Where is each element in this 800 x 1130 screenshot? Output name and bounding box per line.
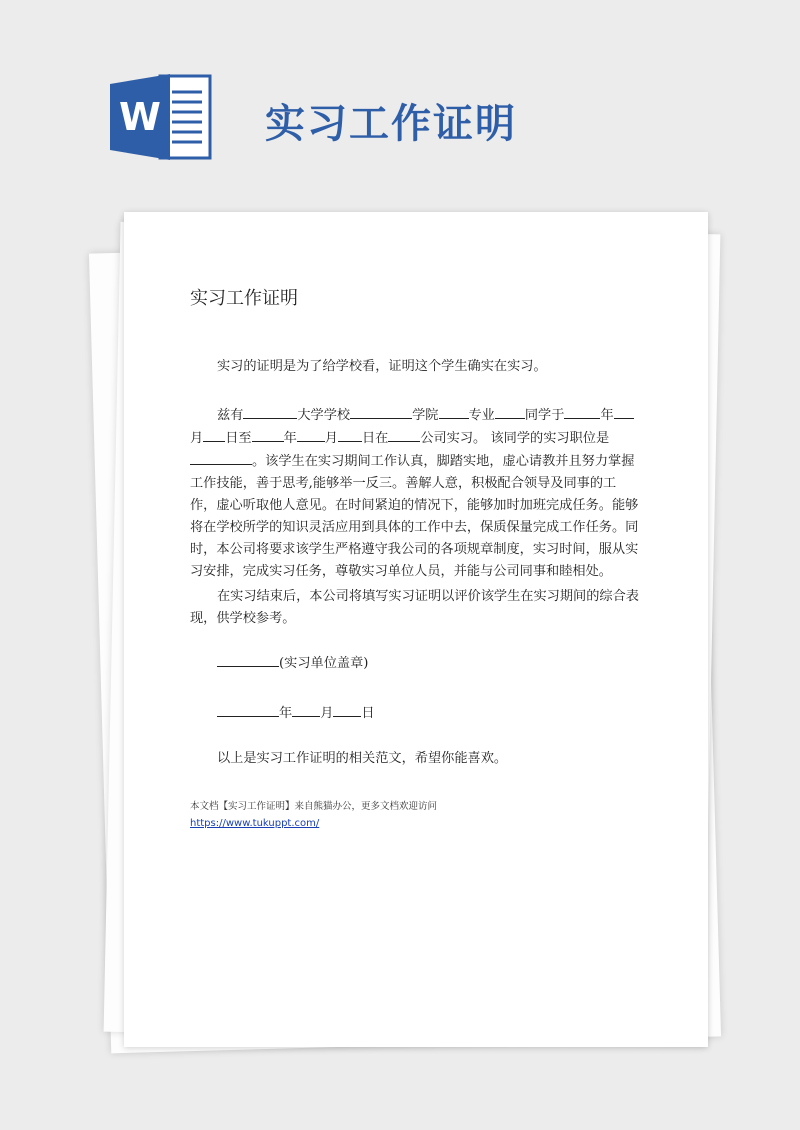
blank-field (190, 450, 252, 465)
stamp-label: (实习单位盖章) (279, 656, 369, 671)
blank-field (614, 404, 634, 419)
text-segment: 大学学校 (297, 408, 351, 423)
text-segment: 月 (190, 431, 204, 446)
stamp-line (217, 652, 667, 675)
text-segment: 同学于 (524, 408, 565, 423)
footer-note: 本文档【实习工作证明】来自熊猫办公，更多文档欢迎访问 (190, 801, 438, 812)
paragraph-main (190, 404, 640, 583)
blank-field (252, 427, 284, 442)
text-segment: 。该学生在实习期间工作认真，脚踏实地，虚心请教并且努力掌握工作技能，善于思考,能够举一反三。善解人意，积极配合领导及同事的工作，虚心听取他人意见。在时间紧迫的情况下，能够加时加班完成任务。能够将在学校所学的知识灵活应用到具体的工作中去，保质保量完成工作任务。同时，本公司将要求该学生严格遵守我公司的各项规章制度，实习时间，服从实习安排，完成实习任务，尊敬实习单位人员，并能与公司同事和睦相处。 (190, 454, 639, 579)
blank-field (243, 404, 297, 419)
text-segment: 日至 (225, 431, 252, 446)
blank-field (439, 404, 469, 419)
date-year-label: 年 (279, 706, 293, 721)
blank-field (338, 427, 362, 442)
text-segment: 学院 (412, 408, 439, 423)
blank-field (388, 427, 420, 442)
stamp-blank (217, 652, 279, 667)
date-blank-day (333, 702, 361, 717)
text-segment: 年 (600, 408, 614, 423)
text-segment: 专业 (468, 408, 495, 423)
date-blank-month (292, 702, 320, 717)
paragraph-closing-evaluation: 在实习结束后，本公司将填写实习证明以评价该学生在实习期间的综合表现，供学校参考。 (190, 589, 639, 626)
document-title: 实习工作证明 (190, 288, 298, 309)
date-blank-year (217, 702, 279, 717)
page-header (0, 0, 800, 200)
document-page (124, 212, 708, 1047)
paragraph-intro: 实习的证明是为了给学校看，证明这个学生确实在实习。 (217, 359, 547, 374)
date-day-label: 日 (361, 706, 375, 721)
text-segment: 年 (283, 431, 297, 446)
paragraph-closing: 以上是实习工作证明的相关范文，希望你能喜欢。 (217, 751, 508, 766)
blank-field (297, 427, 325, 442)
date-line (217, 702, 667, 725)
text-segment: 月 (324, 431, 338, 446)
blank-field (564, 404, 600, 419)
page-title: 实习工作证明 (265, 101, 517, 147)
text-segment: 日在 (361, 431, 389, 446)
text-segment: 兹有 (217, 408, 244, 423)
blank-field (203, 427, 225, 442)
footer-link[interactable]: https://www.tukuppt.com/ (190, 818, 320, 829)
blank-field (350, 404, 412, 419)
word-document-icon (108, 72, 212, 162)
blank-field (495, 404, 525, 419)
date-month-label: 月 (320, 706, 334, 721)
word-icon-letter: W (119, 95, 161, 139)
text-segment: 公司实习。 该同学的实习职位是 (420, 431, 610, 446)
